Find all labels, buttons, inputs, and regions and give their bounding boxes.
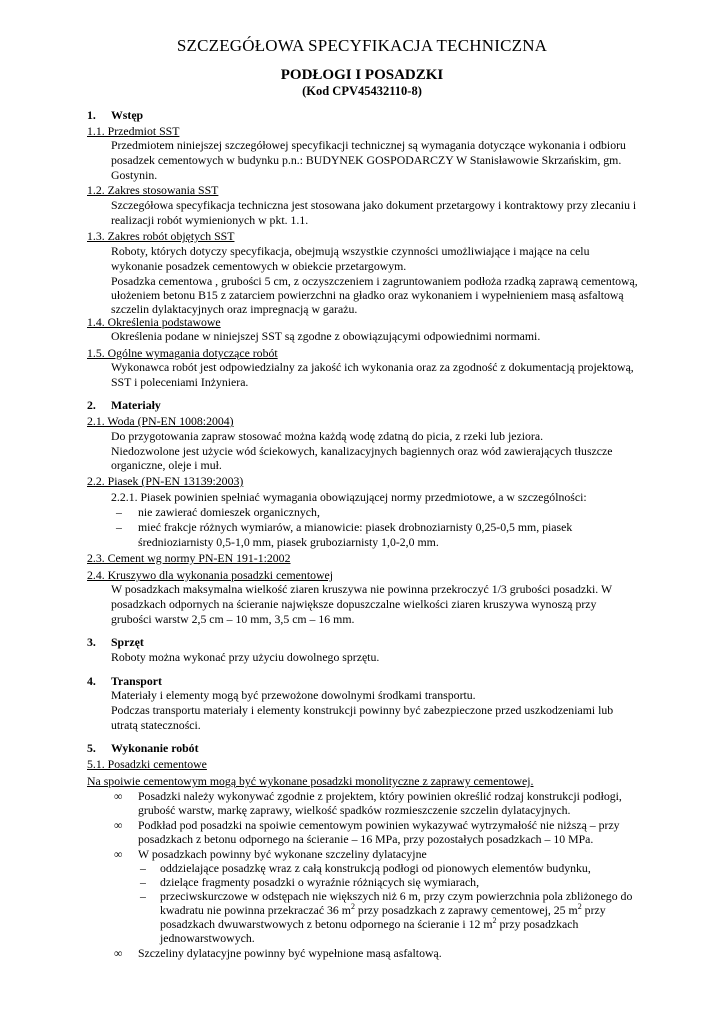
section-2-2-bullet: nie zawierać domieszek organicznych, [138,505,320,519]
document-title: SZCZEGÓŁOWA SPECYFIKACJA TECHNICZNA [176,36,548,55]
section-1-heading: 1. Wstęp [87,108,144,122]
section-2-2-heading: 2.2. Piasek (PN-EN 13139:2003) [87,474,244,488]
section-1-3-line: Posadzka cementowa , grubości 5 cm, z oczyszczeniem i zagruntowaniem podłoża rzadką zaprawą cementową, [111,274,638,288]
section-5-1-bullet: Podkład pod posadzki na spoiwie cementowym powinien wykazywać wytrzymałość nie niższą – przy [138,818,620,832]
section-1-3-line: wykonanie posadzek cementowych w obiekcie przetargowym. [111,259,407,273]
infinity-bullet: ∞ [114,789,123,803]
section-5-1-bullet-cont: posadzkach z betonu odpornego na ścieranie – 16 MPa, przy pozostałych posadzkach – 10 MPa. [138,832,594,846]
section-5-1-bullet: Posadzki należy wykonywać zgodnie z projektem, który powinien określić rodzaj konstrukcji podłogi, [138,789,622,803]
section-5-1-subbullet-cont: jednowarstwowych. [160,931,255,945]
section-5-1-subbullet-cont: posadzkach dwuwarstwowych z betonu odpornego na ścieranie i 12 $m^2$ przy posadzkach [160,916,579,931]
section-2-1-line: Niedozwolone jest użycie wód ściekowych, kanalizacyjnych bagiennych oraz wód zawierających tłuszcze [111,444,613,458]
section-1-4-heading: 1.4. Określenia podstawowe [87,315,221,329]
dash-bullet: – [140,861,146,875]
dash-bullet: – [116,505,122,519]
section-1-1-heading: 1.1. Przedmiot SST [87,124,180,138]
dash-bullet: – [140,875,146,889]
section-1-3-line: ułożeniem betonu B15 z zatarciem powierzchni na gładko oraz wykonaniem i wypełnieniem masą asfaltową [111,288,624,302]
section-2-1-line: organiczne, oleje i muł. [111,458,222,472]
section-4-line: Materiały i elementy mogą być przewożone dowolnymi środkami transportu. [111,688,476,702]
section-2-2-intro: 2.2.1. Piasek powinien spełniać wymagania obowiązującej normy przedmiotowe, a w szczególności: [111,490,587,504]
section-5-1-intro: Na spoiwie cementowym mogą być wykonane posadzki monolityczne z zaprawy cementowej. [87,774,534,788]
section-5-heading: 5. Wykonanie robót [87,741,199,755]
section-5-1-subbullet: dzielące fragmenty posadzki o wyraźnie różniących się wymiarach, [160,875,480,889]
section-1-1-line: Przedmiotem niniejszej szczegółowej specyfikacji technicznej są wymagania dotyczące wykonania i odbioru [111,138,626,152]
section-1-3-heading: 1.3. Zakres robót objętych SST [87,229,235,243]
section-3-heading: 3. Sprzęt [87,635,144,649]
section-5-1-bullet: Szczeliny dylatacyjne powinny być wypełnione masą asfaltową. [138,946,442,960]
section-1-3-line: szczelin dylaktacyjnych oraz impregnacją w garażu. [111,302,358,316]
section-5-1-subbullet: przeciwskurczowe w odstępach nie większych niż 6 m, przy czym powierzchnia pola zbliżonego do [160,889,633,903]
section-1-5-heading: 1.5. Ogólne wymagania dotyczące robót [87,346,278,360]
section-1-5-line: SST i poleceniami Inżyniera. [111,375,249,389]
section-2-4-line: W posadzkach maksymalna wielkość ziaren kruszywa nie powinna przekroczyć 1/3 grubości posadzki. W [111,582,613,596]
section-3-line: Roboty można wykonać przy użyciu dowolnego sprzętu. [111,650,380,664]
cpv-code: (Kod CPV45432110-8) [302,84,422,98]
section-2-heading: 2. Materiały [87,398,161,412]
dash-bullet: – [116,520,122,534]
section-1-2-heading: 1.2. Zakres stosowania SST [87,183,219,197]
section-5-1-subbullet-cont: kwadratu nie powinna przekraczać 36 $m^2$ przy posadzkach z zaprawy cementowej, 25 $m^2$ przy [160,902,606,917]
document-subtitle: PODŁOGI I POSADZKI [280,67,444,83]
infinity-bullet: ∞ [114,818,123,832]
dash-bullet: – [140,889,146,903]
section-5-1-bullet-cont: grubość warstw, markę zaprawy, wielkość spadków rozmieszczenie szczelin dylatacyjnych. [138,803,571,817]
section-4-line: Podczas transportu materiały i elementy konstrukcji powinny być zabezpieczone przed uszkodzeniami lub [111,703,614,717]
section-2-2-bullet-cont: średnioziarnisty 0,5-1,0 mm, piasek gruboziarnisty 1,0-2,0 mm. [138,535,439,549]
section-1-2-line: Szczegółowa specyfikacja techniczna jest stosowana jako dokument przetargowy i kontraktowy przy zlecaniu i [111,198,637,212]
section-1-5-line: Wykonawca robót jest odpowiedzialny za jakość ich wykonania oraz za zgodność z dokumentacją projektową, [111,360,634,374]
section-2-1-heading: 2.1. Woda (PN-EN 1008:2004) [87,414,234,428]
section-5-1-subbullet: oddzielające posadzkę wraz z całą konstrukcją podłogi od pionowych elementów budynku, [160,861,591,875]
section-5-1-bullet: W posadzkach powinny być wykonane szczeliny dylatacyjne [138,847,427,861]
section-1-1-line: Gostynin. [111,168,158,182]
section-1-1-line: posadzek cementowych w budynku p.n.: BUDYNEK GOSPODARCZY W Stanisławowie Skrzańskim, gm. [111,153,622,167]
section-2-4-line: posadzkach odpornych na ścieranie największe dopuszczalne wielkości ziaren kruszywa wynoszą przy [111,597,597,611]
section-2-1-line: Do przygotowania zapraw stosować można każdą wodę zdatną do picia, z rzeki lub jeziora. [111,429,544,443]
section-1-3-line: Roboty, których dotyczy specyfikacja, obejmują wszystkie czynności umożliwiające i mające na celu [111,244,590,258]
infinity-bullet: ∞ [114,847,123,861]
section-2-4-heading: 2.4. Kruszywo dla wykonania posadzki cementowej [87,568,334,582]
section-2-3-heading: 2.3. Cement wg normy PN-EN 191-1:2002 [87,551,291,565]
section-1-2-line: realizacji robót wymienionych w pkt. 1.1. [111,213,309,227]
section-5-1-heading: 5.1. Posadzki cementowe [87,757,207,771]
section-4-line: utratą stateczności. [111,718,201,732]
section-1-4-line: Określenia podane w niniejszej SST są zgodne z obowiązującymi odpowiednimi normami. [111,329,541,343]
infinity-bullet: ∞ [114,946,123,960]
section-2-2-bullet: mieć frakcje różnych wymiarów, a mianowicie: piasek drobnoziarnisty 0,25-0,5 mm, piasek [138,520,573,534]
section-2-4-line: grubości warstw 2,5 cm – 10 mm, 3,5 cm – 16 mm. [111,612,355,626]
section-4-heading: 4. Transport [87,674,162,688]
